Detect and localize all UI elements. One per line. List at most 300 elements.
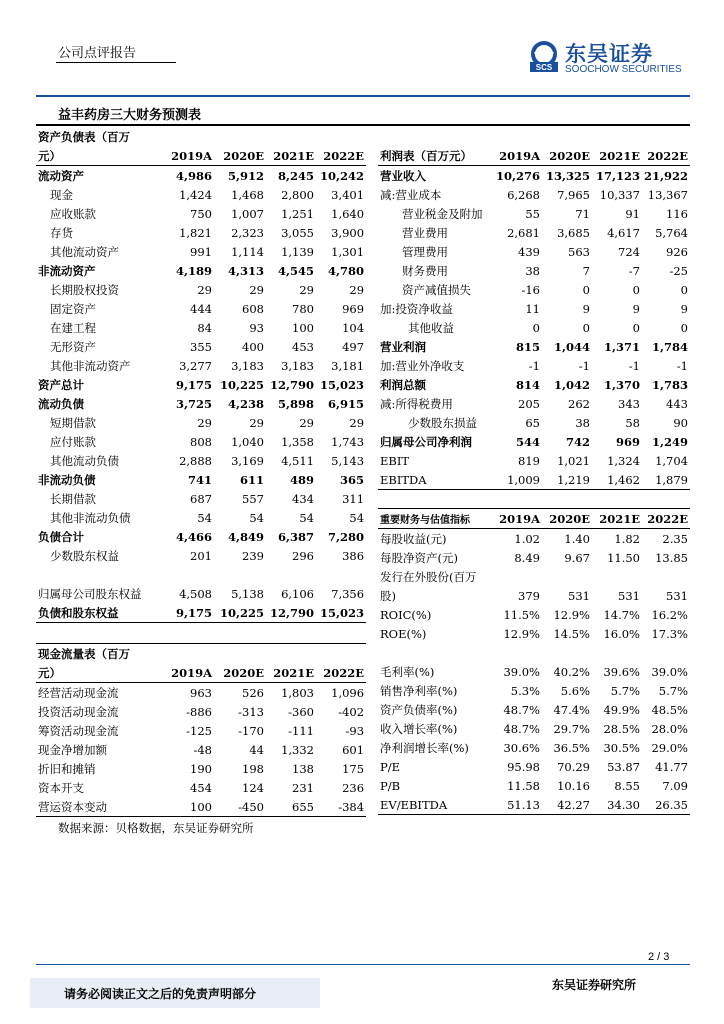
logo-mark-icon <box>527 40 561 74</box>
cashflow-row <box>36 759 366 778</box>
ratios-row-value: 51.13 <box>490 795 542 815</box>
balance-row-label: 应收账款 <box>50 206 96 221</box>
balance-row-value: 7,280 <box>328 529 365 544</box>
balance-row-value: 100 <box>292 320 314 335</box>
income-row <box>378 242 690 261</box>
ratios-row-value: 11.5% <box>503 607 540 622</box>
balance-row-value: 808 <box>190 434 212 449</box>
balance-row-value: 557 <box>242 491 264 506</box>
income-row-value: 10,276 <box>495 168 540 183</box>
income-row <box>378 280 690 299</box>
ratios-row <box>378 643 690 662</box>
balance-row-label: 长期借款 <box>50 491 96 506</box>
balance-row-value: 3,181 <box>331 358 365 373</box>
income-row-label: 归属母公司净利润 <box>380 434 472 449</box>
ratios-row-label: EV/EBITDA <box>378 795 490 815</box>
balance-row-label: 无形资产 <box>50 339 96 354</box>
ratios-row-value: 28.5% <box>603 721 640 736</box>
ratios-row-value: 30.6% <box>503 740 540 755</box>
ratios-row-label: 发行在外股份(百万 <box>380 569 477 584</box>
balance-row-label: 少数股东权益 <box>50 548 119 563</box>
income-row-value: 205 <box>518 396 540 411</box>
income-row-value: 2,681 <box>507 225 540 240</box>
ratios-row-value: 9.67 <box>564 550 590 565</box>
balance-row <box>36 394 366 413</box>
balance-row-label: 短期借款 <box>50 415 96 430</box>
income-row-value: 1,371 <box>603 339 640 354</box>
balance-row-value: 7,356 <box>331 586 365 601</box>
cashflow-row-value: -111 <box>288 723 314 738</box>
balance-row-value: 2,888 <box>179 453 212 468</box>
ratios-row <box>378 624 690 643</box>
year-header: 2021E <box>266 146 316 166</box>
income-row-label: 营业税金及附加 <box>402 206 483 221</box>
balance-row-label: 其他非流动负债 <box>50 510 131 525</box>
balance-row-value: 3,401 <box>331 187 365 202</box>
ratios-row-value: 48.7% <box>503 702 540 717</box>
income-row-value: -7 <box>628 263 640 278</box>
income-row-value: 1,219 <box>542 470 592 490</box>
balance-row <box>36 261 366 280</box>
income-row-value: -1 <box>578 358 590 373</box>
cashflow-row-label: 资本开支 <box>38 780 84 795</box>
balance-row-value: 2,800 <box>281 187 314 202</box>
ratios-row-label: 收入增长率(%) <box>380 721 458 736</box>
income-row-value: 58 <box>625 415 640 430</box>
income-row-value: 544 <box>515 434 540 449</box>
balance-row <box>36 318 366 337</box>
cashflow-row-value: -450 <box>214 797 266 817</box>
balance-row-label <box>36 565 164 584</box>
income-row <box>378 451 690 470</box>
ratios-row-value: 379 <box>518 588 540 603</box>
cashflow-row-label: 投资活动现金流 <box>38 704 119 719</box>
balance-row-value: 3,055 <box>281 225 314 240</box>
income-row-value: -16 <box>521 282 540 297</box>
income-row <box>378 375 690 394</box>
income-row-value: 1,021 <box>557 453 590 468</box>
ratios-row-value: 5.3% <box>510 683 540 698</box>
income-row-value: 815 <box>515 339 540 354</box>
ratios-row-value: 30.5% <box>603 740 640 755</box>
income-row-value: 0 <box>632 282 640 297</box>
balance-row <box>36 375 366 394</box>
year-header: 2020E <box>214 663 266 683</box>
income-row-label: 营业利润 <box>380 339 426 354</box>
income-row-value: 0 <box>532 320 540 335</box>
income-row-label: 少数股东损益 <box>408 415 477 430</box>
logo-text-en: SOOCHOW SECURITIES <box>565 64 682 75</box>
balance-row-label: 资产总计 <box>38 377 84 392</box>
balance-row-value: 5,143 <box>331 453 365 468</box>
data-source-note: 数据来源：贝格数据，东吴证券研究所 <box>58 821 254 835</box>
cashflow-row-value: -886 <box>186 704 212 719</box>
balance-row-value: 489 <box>289 472 314 487</box>
balance-row-value: 497 <box>342 339 365 354</box>
income-row <box>378 261 690 280</box>
balance-row-value: 29 <box>249 415 264 430</box>
balance-row-value: 12,790 <box>266 603 316 623</box>
balance-row-value: 29 <box>299 415 314 430</box>
balance-row-value: 9,175 <box>175 377 212 392</box>
balance-row-value: 54 <box>349 510 365 525</box>
income-row-value: 1,462 <box>592 470 642 490</box>
income-row <box>378 356 690 375</box>
balance-row-value: 6,915 <box>328 396 365 411</box>
income-row <box>378 185 690 204</box>
ratios-row-label: ROE(%) <box>380 626 427 641</box>
income-row-value: 6,268 <box>507 187 540 202</box>
ratios-row <box>378 605 690 624</box>
income-row-value: -25 <box>669 263 688 278</box>
ratios-row-value: 95.98 <box>507 759 540 774</box>
income-row-value: 21,922 <box>644 168 689 183</box>
income-row-value: 7 <box>582 263 590 278</box>
balance-row-label: 其他非流动资产 <box>50 358 131 373</box>
ratios-row-value: 14.7% <box>603 607 640 622</box>
ratios-row-value: 16.0% <box>603 626 640 641</box>
cashflow-row-value: 124 <box>242 780 264 795</box>
income-row-value: 814 <box>515 377 540 392</box>
ratios-row-value: 5.7% <box>610 683 640 698</box>
cashflow-row-value: -93 <box>345 723 365 738</box>
header-underline <box>56 62 176 63</box>
balance-row-label: 应付账款 <box>50 434 96 449</box>
income-row-label: 利润总额 <box>380 377 426 392</box>
balance-row <box>36 508 366 527</box>
ratios-row-label <box>378 643 490 662</box>
ratios-row <box>378 719 690 738</box>
income-row-value: 5,764 <box>655 225 688 240</box>
ratios-row-value: 7.09 <box>662 778 688 793</box>
balance-row-value: 2,323 <box>231 225 264 240</box>
cashflow-row-value: 198 <box>242 761 264 776</box>
ratios-row <box>378 757 690 776</box>
ratios-row-value: 16.2% <box>651 607 688 622</box>
balance-row-value: 1,468 <box>231 187 264 202</box>
income-row-value: 65 <box>525 415 540 430</box>
income-row-value: 17,123 <box>595 168 640 183</box>
balance-row-label: 归属母公司股东权益 <box>38 586 142 601</box>
income-row-label: 加:投资净收益 <box>380 301 453 316</box>
balance-row-value: 1,040 <box>231 434 264 449</box>
ratios-row-value: 40.2% <box>553 664 590 679</box>
income-row <box>378 223 690 242</box>
balance-row-value: 29 <box>249 282 264 297</box>
year-header: 2020E <box>542 509 592 529</box>
balance-row-value: 1,301 <box>331 244 365 259</box>
ratios-row-value: 531 <box>618 588 640 603</box>
income-row-value: 969 <box>615 434 640 449</box>
cashflow-row-value: 526 <box>242 685 264 700</box>
balance-row-value: 104 <box>342 320 365 335</box>
year-header: 2019A <box>490 146 542 166</box>
ratios-row-label: 每股收益(元) <box>380 531 447 546</box>
balance-row-label: 非流动资产 <box>38 263 96 278</box>
balance-row <box>36 451 366 470</box>
income-row-value: 724 <box>618 244 640 259</box>
income-row-value: 1,009 <box>490 470 542 490</box>
ratios-row-label: 净利润增长率(%) <box>380 740 469 755</box>
cashflow-row-value: -48 <box>193 742 212 757</box>
income-row-value: 9 <box>632 301 640 316</box>
year-header: 2019A <box>164 146 214 166</box>
income-row-value: 9 <box>582 301 590 316</box>
cashflow-row <box>36 721 366 740</box>
ratios-row <box>378 776 690 795</box>
balance-row-value: 29 <box>197 282 212 297</box>
balance-row-value: 93 <box>249 320 264 335</box>
ratios-row-value: 47.4% <box>553 702 590 717</box>
ratios-row-value: 11.58 <box>507 778 540 793</box>
income-row-value: 0 <box>582 320 590 335</box>
cashflow-row-value: 44 <box>249 742 264 757</box>
cashflow-row-value: 1,332 <box>281 742 314 757</box>
cashflow-row-value: 1,803 <box>281 685 314 700</box>
cashflow-row-value: -313 <box>238 704 264 719</box>
ratios-row-value: 11.50 <box>607 550 640 565</box>
income-row-label: 营业收入 <box>380 168 426 183</box>
income-row <box>378 337 690 356</box>
ratios-row-value: 26.35 <box>642 795 690 815</box>
balance-row <box>36 166 366 186</box>
year-header: 2020E <box>542 146 592 166</box>
ratios-row-value <box>642 567 690 586</box>
income-row-value: 13,325 <box>545 168 590 183</box>
balance-row-value: 3,725 <box>175 396 212 411</box>
income-row <box>378 318 690 337</box>
ratios-row-value: 39.6% <box>603 664 640 679</box>
cashflow-row-value: -360 <box>288 704 314 719</box>
balance-row-value: 29 <box>299 282 314 297</box>
balance-row-value: 444 <box>190 301 212 316</box>
year-header: 2019A <box>164 663 214 683</box>
ratios-row <box>378 795 690 815</box>
balance-row-value: 1,007 <box>231 206 264 221</box>
balance-row <box>36 223 366 242</box>
cashflow-header: 现金流量表（百万 <box>36 644 366 664</box>
company-logo <box>527 38 687 78</box>
cashflow-row-label: 现金净增加额 <box>38 742 107 757</box>
balance-row-label: 其他流动负债 <box>50 453 119 468</box>
disclaimer-banner <box>30 978 320 1008</box>
income-row <box>378 299 690 318</box>
balance-row-value: 239 <box>242 548 264 563</box>
ratios-row-value: 10.16 <box>557 778 590 793</box>
ratios-row-value: 34.30 <box>592 795 642 815</box>
income-row-value: 91 <box>625 206 640 221</box>
ratios-row-value: 13.85 <box>655 550 688 565</box>
balance-row-value: 4,238 <box>227 396 264 411</box>
ratios-row-value: 39.0% <box>651 664 688 679</box>
income-row-value: 563 <box>568 244 590 259</box>
ratios-table <box>378 508 690 815</box>
table-title: 益丰药房三大财务预测表 <box>58 108 202 123</box>
income-row-value: 443 <box>666 396 688 411</box>
ratios-row-label: ROIC(%) <box>380 607 432 622</box>
balance-row-value: 10,225 <box>214 603 266 623</box>
income-row-value: 0 <box>680 320 688 335</box>
balance-row-value: 3,183 <box>231 358 264 373</box>
title-rule <box>36 124 690 126</box>
cashflow-row-value: 138 <box>292 761 314 776</box>
balance-row-value: 4,508 <box>179 586 212 601</box>
ratios-row-value: 17.3% <box>651 626 688 641</box>
income-row-value: 4,617 <box>607 225 640 240</box>
income-row-value: 71 <box>575 206 590 221</box>
balance-row-value: 3,277 <box>179 358 212 373</box>
ratios-row <box>378 700 690 719</box>
income-row-label: 营业费用 <box>402 225 448 240</box>
balance-row-value: 750 <box>190 206 212 221</box>
ratios-row-label: 毛利率(%) <box>380 664 435 679</box>
balance-row <box>36 546 366 565</box>
balance-row-value: 741 <box>187 472 212 487</box>
balance-row-value: 3,183 <box>281 358 314 373</box>
ratios-row-value: 48.7% <box>503 721 540 736</box>
balance-row-value: 780 <box>292 301 314 316</box>
ratios-row-label: 每股净资产(元) <box>380 550 458 565</box>
balance-row <box>36 413 366 432</box>
balance-row-label: 长期股权投资 <box>50 282 119 297</box>
balance-row-value: 355 <box>190 339 212 354</box>
cashflow-row-label: 筹资活动现金流 <box>38 723 119 738</box>
balance-row <box>36 337 366 356</box>
ratios-row-value: 48.5% <box>651 702 688 717</box>
cashflow-row <box>36 740 366 759</box>
balance-row-value: 10,242 <box>320 168 365 183</box>
cashflow-row <box>36 702 366 721</box>
income-row-value: 1,249 <box>651 434 688 449</box>
balance-row-value: 29 <box>349 282 365 297</box>
income-row-label: 减:营业成本 <box>380 187 442 202</box>
ratios-row-value: 12.9% <box>503 626 540 641</box>
income-statement-table <box>378 146 690 490</box>
ratios-row-label: 资产负债率(%) <box>380 702 458 717</box>
income-row-value: -1 <box>676 358 688 373</box>
ratios-row-value: 42.27 <box>542 795 592 815</box>
balance-row-value: 29 <box>197 415 212 430</box>
year-header: 2022E <box>316 663 366 683</box>
ratios-row-value: 29.0% <box>651 740 688 755</box>
year-header: 2021E <box>592 509 642 529</box>
year-header: 2020E <box>214 146 266 166</box>
ratios-row-value: 12.9% <box>553 607 590 622</box>
balance-row-label: 固定资产 <box>50 301 96 316</box>
balance-row-value: 6,106 <box>281 586 314 601</box>
balance-row-label: 负债和股东权益 <box>36 603 164 623</box>
ratios-row-value: 8.55 <box>614 778 640 793</box>
ratios-row-value <box>490 567 542 586</box>
cashflow-row-value: -384 <box>316 797 366 817</box>
balance-row-value: 453 <box>292 339 314 354</box>
balance-row-value <box>316 565 366 584</box>
balance-row-value: 54 <box>197 510 212 525</box>
income-row-value: 13,367 <box>647 187 688 202</box>
balance-row-value: 3,169 <box>231 453 264 468</box>
income-row-label: 加:营业外净收支 <box>380 358 465 373</box>
ratios-row <box>378 662 690 681</box>
cashflow-row-value: 100 <box>164 797 214 817</box>
cashflow-row-value: 655 <box>266 797 316 817</box>
balance-row-label: 流动资产 <box>38 168 84 183</box>
balance-row <box>36 242 366 261</box>
balance-row-value: 201 <box>190 548 212 563</box>
balance-row <box>36 299 366 318</box>
ratios-row-value: 41.77 <box>655 759 688 774</box>
balance-row-value: 5,138 <box>231 586 264 601</box>
balance-row <box>36 603 366 623</box>
balance-row <box>36 204 366 223</box>
ratios-row-value: 531 <box>666 588 688 603</box>
income-row-value: 1,042 <box>553 377 590 392</box>
income-row-value: 742 <box>565 434 590 449</box>
balance-row-label: 现金 <box>50 187 73 202</box>
balance-row-value: 4,849 <box>227 529 264 544</box>
balance-row-value: 1,424 <box>179 187 212 202</box>
ratios-row-label: 销售净利率(%) <box>380 683 458 698</box>
ratios-row-value: 53.87 <box>607 759 640 774</box>
ratios-row-value: 29.7% <box>553 721 590 736</box>
ratios-row-value: 1.02 <box>514 531 540 546</box>
ratios-row-value: 5.7% <box>658 683 688 698</box>
ratios-row-value: 28.0% <box>651 721 688 736</box>
year-header: 2022E <box>316 146 366 166</box>
ratios-row-value: 2.35 <box>662 531 688 546</box>
balance-row-value: 4,545 <box>277 263 314 278</box>
income-row <box>378 166 690 186</box>
ratios-header: 重要财务与估值指标 <box>378 509 490 529</box>
income-row-value: 1,044 <box>553 339 590 354</box>
balance-row <box>36 527 366 546</box>
balance-row-value: 5,912 <box>227 168 264 183</box>
year-header: 2019A <box>490 509 542 529</box>
balance-row-value: 4,466 <box>175 529 212 544</box>
cashflow-table <box>36 643 366 817</box>
income-row-label: 资产减值损失 <box>402 282 471 297</box>
balance-row-label: 在建工程 <box>50 320 96 335</box>
income-row <box>378 204 690 223</box>
income-row-value: 439 <box>518 244 540 259</box>
balance-row-value: 1,251 <box>281 206 314 221</box>
balance-row-value <box>164 565 214 584</box>
ratios-row-value: 1.82 <box>614 531 640 546</box>
income-row-value: 7,965 <box>557 187 590 202</box>
doc-type-label: 公司点评报告 <box>58 46 137 61</box>
balance-row-value: 687 <box>190 491 212 506</box>
balance-row <box>36 280 366 299</box>
year-header: 2022E <box>642 146 690 166</box>
balance-row-value: 1,114 <box>231 244 264 259</box>
year-header: 2021E <box>266 663 316 683</box>
ratios-row <box>378 586 690 605</box>
ratios-row-value: 8.49 <box>514 550 540 565</box>
income-row-value: 11 <box>525 301 540 316</box>
balance-row-value: 1,821 <box>179 225 212 240</box>
income-row-value: 90 <box>673 415 688 430</box>
cashflow-row <box>36 778 366 797</box>
balance-row-value: 608 <box>242 301 264 316</box>
income-row <box>378 432 690 451</box>
year-header: 2022E <box>642 509 690 529</box>
ratios-row-value <box>542 567 592 586</box>
ratios-row-label: P/B <box>380 778 401 793</box>
balance-row-value: 9,175 <box>164 603 214 623</box>
ratios-row-value: 14.5% <box>553 626 590 641</box>
ratios-row-value: 70.29 <box>557 759 590 774</box>
header-rule <box>36 95 690 97</box>
balance-row-value: 4,780 <box>328 263 365 278</box>
